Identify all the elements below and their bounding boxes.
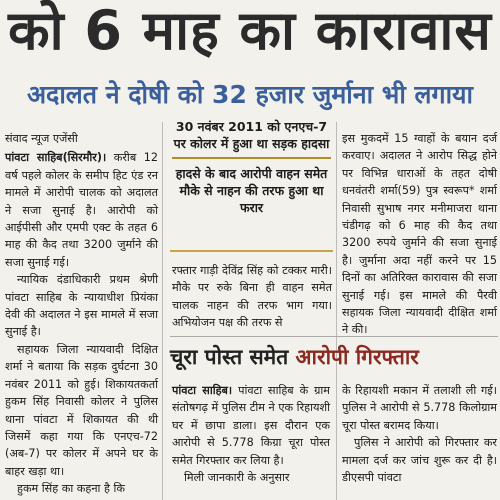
- story1-column-1: [5, 130, 158, 498]
- highlight-line-2: हादसे के बाद आरोपी वाहन समेत मौके से नाहन की तरफ हुआ था फरार: [175, 166, 328, 215]
- story2-headline-part2: आरोपी गिरफ्तार: [295, 345, 419, 369]
- dateline: पांवटा साहिब(सिरमौर)।: [5, 151, 107, 165]
- story1-column-3: [342, 130, 497, 339]
- highlight-rule: [170, 250, 333, 252]
- story2-para-2: मिली जानकारी के अनुसार: [184, 471, 290, 485]
- highlight-line-1: 30 नवंबर 2011 को एनएच-7 पर कोलर में हुआ था सड़क हादसा: [173, 119, 330, 151]
- story1-column-2: [172, 262, 332, 332]
- story1-para-1-text: करीब 12 वर्ष पहले कोलर के समीप हिट एंड रन मामले में आरोपी चालक को अदालत ने सजा सुनाई है। आरोपी को आईपीसी और एमपी एक्ट के तहत 6 माह की कैद तथा 3200 जुर्माने की सजा सुनाई गई।: [5, 151, 158, 269]
- headline: को 6 माह का कारावास: [8, 0, 492, 62]
- subheadline: अदालत ने दोषी को 32 हजार जुर्माना भी लगाया: [26, 80, 474, 109]
- story2-para-4: पुलिस ने आरोपी को गिरफ्तार कर मामला दर्ज कर जांच शुरू कर दी है। डीएसपी पांवटा: [342, 436, 497, 485]
- column-divider: [162, 122, 163, 500]
- byline: संवाद न्यूज एजेंसी: [5, 132, 78, 145]
- story1-para-1: [5, 149, 158, 271]
- story2-headline: [170, 342, 498, 372]
- story2-headline-part1: चूरा पोस्त समेत: [170, 345, 289, 369]
- story2-para-1-text: पांवटा साहिब के ग्राम संतोषगढ़ में पुलिस टीम ने एक रिहायशी घर में छापा डाला। इस दौरान एक आरोपी से 5.778 किग्रा चूरा पोस्त समेत गिरफ्तार कर लिया है।: [172, 384, 330, 467]
- story2-column-1: [172, 382, 330, 486]
- story2-dateline: पांवटा साहिब।: [172, 384, 233, 397]
- story2-para-3: के रिहायशी मकान में तलाशी ली गई। पुलिस ने आरोपी से 5.778 किलोग्राम चूरा पोस्त बरामद किया।: [342, 384, 497, 432]
- story-separator: [170, 336, 498, 337]
- story1-para-2: न्यायिक दंडाधिकारी प्रथम श्रेणी पांवटा साहिब के न्यायाधीश प्रियंका देवी की अदालत ने इस मामले में सजा सुनाई है।: [5, 273, 158, 339]
- story2-para-1: [172, 382, 330, 469]
- story1-para-4: हुकम सिंह का कहना है कि: [17, 482, 125, 496]
- story1-para-3: सहायक जिला न्यायवादी दिक्षित शर्मा ने बताया कि सड़क दुर्घटना 30 नवंबर 2011 को हुई। शिकायतकर्ता हुकम सिंह निवासी कोलर ने पुलिस थाना पांवटा में शिकायत की थी जिसमें कहा गया कि एनएच-72 (अब-7) पर कोलर में अपने घर के बाहर खड़ा था।: [5, 342, 158, 478]
- story1-col2-para: रफ्तार गाड़ी देविंद्र सिंह को टक्कर मारी। मौके पर रुके बिना ही वाहन समेत चालक नाहन की तरफ भाग गया। अभियोजन पक्ष की तरफ से: [172, 264, 332, 330]
- highlight-separator: [172, 157, 331, 159]
- highlight-box: [170, 118, 333, 254]
- story2-column-2: [342, 382, 497, 486]
- story1-col3-para: इस मुकदमें 15 ग्वाहों के बयान दर्ज करवाए। अदालत ने आरोप सिद्ध होने पर विभिन्न धाराओं के तहत दोषी धनवंतरी शर्मा(59) पुत्र स्वरूप* शर्मा निवासी सुभाष नगर मनीमाजरा थाना चंडीगढ़ को 6 माह की कैद तथा 3200 रुपये जुर्माने की सजा सुनाई है। जुर्माना अदा नहीं करने पर 15 दिनों का अतिरिक्त कारावास की सजा सुनाई गई। इस मामले की पैरवी सहायक जिला न्यायवादी दीक्षित शर्मा ने की।: [342, 132, 497, 337]
- column-divider: [336, 122, 337, 500]
